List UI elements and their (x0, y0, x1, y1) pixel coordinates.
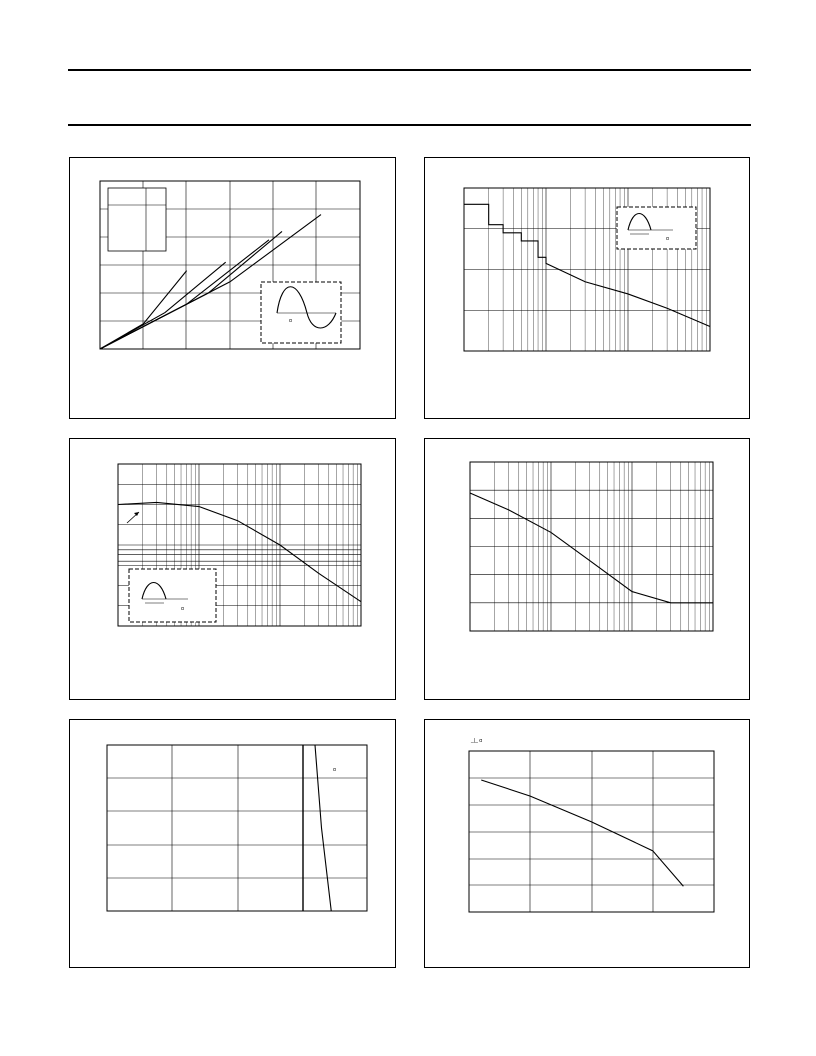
figure-1-panel (69, 157, 396, 419)
fig1-series-c1 (100, 271, 187, 349)
figure-2-panel (424, 157, 750, 419)
fig1-series-c2 (100, 262, 226, 349)
figure-1-chart (70, 158, 397, 420)
fig4-series-group (470, 493, 713, 603)
figure-3-panel (69, 438, 396, 700)
fig5-alpha-label: α (333, 767, 336, 773)
fig1-series-c3 (100, 240, 269, 349)
fig3-waveform-inset (129, 569, 216, 622)
fig1-alpha-label: α (289, 318, 292, 324)
header-rule-top (68, 69, 751, 71)
figure-6-chart (425, 720, 751, 969)
fig6-frame (469, 751, 714, 912)
fig1-waveform-inset (261, 282, 341, 343)
fig2-waveform-inset (617, 207, 696, 249)
figure-6-panel (424, 719, 750, 968)
fig3-alpha-label: α (181, 606, 184, 612)
fig2-alpha-label: α (666, 236, 669, 242)
figure-5-chart (70, 720, 397, 969)
figure-4-panel (424, 438, 750, 700)
fig4-series-s1 (470, 493, 713, 603)
fig5-series-group (107, 745, 331, 911)
figure-2-chart (425, 158, 751, 420)
fig6-grid (469, 751, 714, 912)
fig5-series-s1 (107, 745, 331, 911)
figure-5-panel (69, 719, 396, 968)
figure-4-chart (425, 439, 751, 701)
fig6-legend-text: _|_ α (471, 738, 483, 744)
header-rule-bottom (68, 124, 751, 126)
figure-3-chart (70, 439, 397, 701)
fig4-grid (470, 462, 713, 631)
fig3-annotation-arrow (127, 512, 139, 523)
fig1-legend-box (108, 188, 166, 251)
